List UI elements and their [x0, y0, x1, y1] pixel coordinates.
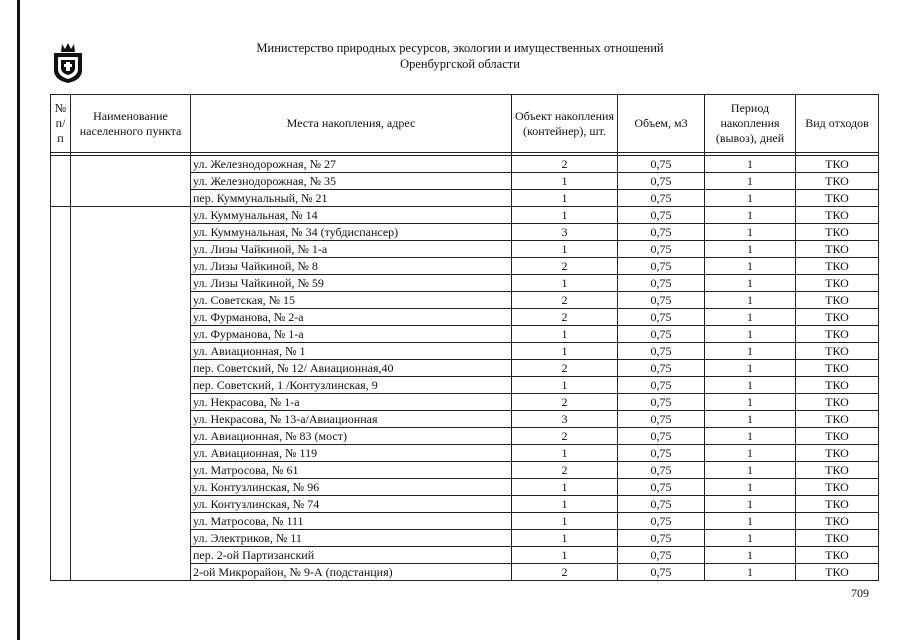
waste-type-cell: ТКО [796, 207, 879, 224]
coat-of-arms-icon [50, 40, 86, 84]
address-cell: ул. Некрасова, № 1-а [191, 394, 512, 411]
period-cell: 1 [705, 360, 796, 377]
address-cell: ул. Фурманова, № 1-а [191, 326, 512, 343]
period-cell: 1 [705, 496, 796, 513]
containers-cell: 2 [512, 156, 618, 173]
address-cell: пер. Советский, 1 /Контузлинская, 9 [191, 377, 512, 394]
volume-cell: 0,75 [618, 411, 705, 428]
waste-type-cell: ТКО [796, 479, 879, 496]
waste-type-cell: ТКО [796, 513, 879, 530]
volume-cell: 0,75 [618, 241, 705, 258]
period-cell: 1 [705, 309, 796, 326]
containers-cell: 1 [512, 343, 618, 360]
volume-cell: 0,75 [618, 428, 705, 445]
containers-cell: 2 [512, 309, 618, 326]
period-cell: 1 [705, 411, 796, 428]
volume-cell: 0,75 [618, 513, 705, 530]
col-header-containers: Объект накопления (контейнер), шт. [512, 95, 618, 153]
waste-type-cell: ТКО [796, 224, 879, 241]
address-cell: ул. Матросова, № 111 [191, 513, 512, 530]
address-cell: ул. Контузлинская, № 74 [191, 496, 512, 513]
period-cell: 1 [705, 564, 796, 581]
address-cell: 2-ой Микрорайон, № 9-А (подстанция) [191, 564, 512, 581]
waste-type-cell: ТКО [796, 377, 879, 394]
waste-sites-table [50, 94, 879, 581]
containers-cell: 1 [512, 173, 618, 190]
waste-type-cell: ТКО [796, 530, 879, 547]
period-cell: 1 [705, 394, 796, 411]
waste-type-cell: ТКО [796, 275, 879, 292]
region-name: Оренбургской области [400, 57, 520, 71]
period-cell: 1 [705, 190, 796, 207]
address-cell: ул. Куммунальная, № 34 (тубдиспансер) [191, 224, 512, 241]
waste-type-cell: ТКО [796, 173, 879, 190]
volume-cell: 0,75 [618, 292, 705, 309]
col-header-waste-type: Вид отходов [796, 95, 879, 153]
containers-cell: 2 [512, 564, 618, 581]
number-cell [51, 207, 71, 581]
containers-cell: 2 [512, 258, 618, 275]
containers-cell: 3 [512, 224, 618, 241]
volume-cell: 0,75 [618, 564, 705, 581]
address-cell: ул. Железнодорожная, № 27 [191, 156, 512, 173]
settlement-cell [71, 156, 191, 207]
waste-type-cell: ТКО [796, 428, 879, 445]
containers-cell: 1 [512, 326, 618, 343]
address-cell: ул. Лизы Чайкиной, № 59 [191, 275, 512, 292]
waste-type-cell: ТКО [796, 445, 879, 462]
volume-cell: 0,75 [618, 190, 705, 207]
volume-cell: 0,75 [618, 258, 705, 275]
volume-cell: 0,75 [618, 496, 705, 513]
period-cell: 1 [705, 326, 796, 343]
document-header [200, 40, 720, 72]
volume-cell: 0,75 [618, 207, 705, 224]
address-cell: ул. Контузлинская, № 96 [191, 479, 512, 496]
waste-type-cell: ТКО [796, 326, 879, 343]
waste-type-cell: ТКО [796, 496, 879, 513]
waste-type-cell: ТКО [796, 190, 879, 207]
waste-type-cell: ТКО [796, 394, 879, 411]
period-cell: 1 [705, 343, 796, 360]
containers-cell: 1 [512, 530, 618, 547]
number-cell [51, 156, 71, 207]
waste-type-cell: ТКО [796, 292, 879, 309]
period-cell: 1 [705, 462, 796, 479]
volume-cell: 0,75 [618, 309, 705, 326]
address-cell: пер. Советский, № 12/ Авиационная,40 [191, 360, 512, 377]
period-cell: 1 [705, 258, 796, 275]
period-cell: 1 [705, 241, 796, 258]
waste-type-cell: ТКО [796, 360, 879, 377]
period-cell: 1 [705, 428, 796, 445]
page-number: 709 [851, 586, 869, 600]
address-cell: пер. Куммунальный, № 21 [191, 190, 512, 207]
waste-type-cell: ТКО [796, 309, 879, 326]
volume-cell: 0,75 [618, 547, 705, 564]
table-row [51, 156, 879, 173]
address-cell: ул. Куммунальная, № 14 [191, 207, 512, 224]
period-cell: 1 [705, 207, 796, 224]
scan-margin-line [17, 0, 20, 640]
address-cell: ул. Матросова, № 61 [191, 462, 512, 479]
waste-type-cell: ТКО [796, 462, 879, 479]
volume-cell: 0,75 [618, 479, 705, 496]
containers-cell: 3 [512, 411, 618, 428]
address-cell: ул. Авиационная, № 1 [191, 343, 512, 360]
period-cell: 1 [705, 377, 796, 394]
volume-cell: 0,75 [618, 360, 705, 377]
address-cell: ул. Лизы Чайкиной, № 8 [191, 258, 512, 275]
containers-cell: 2 [512, 428, 618, 445]
col-header-address: Места накопления, адрес [191, 95, 512, 153]
table-header-row [51, 95, 879, 153]
containers-cell: 1 [512, 190, 618, 207]
volume-cell: 0,75 [618, 224, 705, 241]
volume-cell: 0,75 [618, 343, 705, 360]
waste-type-cell: ТКО [796, 258, 879, 275]
containers-cell: 1 [512, 445, 618, 462]
containers-cell: 2 [512, 462, 618, 479]
waste-type-cell: ТКО [796, 547, 879, 564]
waste-type-cell: ТКО [796, 343, 879, 360]
containers-cell: 2 [512, 292, 618, 309]
address-cell: ул. Авиационная, № 83 (мост) [191, 428, 512, 445]
period-cell: 1 [705, 173, 796, 190]
period-cell: 1 [705, 547, 796, 564]
containers-cell: 1 [512, 241, 618, 258]
period-cell: 1 [705, 513, 796, 530]
address-cell: пер. 2-ой Партизанский [191, 547, 512, 564]
period-cell: 1 [705, 292, 796, 309]
volume-cell: 0,75 [618, 462, 705, 479]
col-header-period: Период накопления (вывоз), дней [705, 95, 796, 153]
period-cell: 1 [705, 156, 796, 173]
volume-cell: 0,75 [618, 445, 705, 462]
period-cell: 1 [705, 275, 796, 292]
volume-cell: 0,75 [618, 156, 705, 173]
volume-cell: 0,75 [618, 530, 705, 547]
waste-type-cell: ТКО [796, 156, 879, 173]
address-cell: ул. Авиационная, № 119 [191, 445, 512, 462]
address-cell: ул. Некрасова, № 13-а/Авиационная [191, 411, 512, 428]
containers-cell: 1 [512, 207, 618, 224]
containers-cell: 1 [512, 513, 618, 530]
waste-type-cell: ТКО [796, 564, 879, 581]
period-cell: 1 [705, 530, 796, 547]
containers-cell: 2 [512, 360, 618, 377]
volume-cell: 0,75 [618, 326, 705, 343]
containers-cell: 1 [512, 377, 618, 394]
volume-cell: 0,75 [618, 173, 705, 190]
col-header-settlement: Наименование населенного пункта [71, 95, 191, 153]
table-row [51, 207, 879, 224]
volume-cell: 0,75 [618, 275, 705, 292]
waste-type-cell: ТКО [796, 411, 879, 428]
period-cell: 1 [705, 479, 796, 496]
period-cell: 1 [705, 445, 796, 462]
period-cell: 1 [705, 224, 796, 241]
ministry-name: Министерство природных ресурсов, экологии и имущественных отношений [256, 41, 664, 55]
volume-cell: 0,75 [618, 377, 705, 394]
containers-cell: 1 [512, 496, 618, 513]
containers-cell: 1 [512, 547, 618, 564]
address-cell: ул. Железнодорожная, № 35 [191, 173, 512, 190]
containers-cell: 2 [512, 394, 618, 411]
col-header-volume: Объем, м3 [618, 95, 705, 153]
containers-cell: 1 [512, 479, 618, 496]
address-cell: ул. Лизы Чайкиной, № 1-а [191, 241, 512, 258]
settlement-cell [71, 207, 191, 581]
address-cell: ул. Советская, № 15 [191, 292, 512, 309]
waste-type-cell: ТКО [796, 241, 879, 258]
col-header-number: № п/п [51, 95, 71, 153]
address-cell: ул. Фурманова, № 2-а [191, 309, 512, 326]
address-cell: ул. Электриков, № 11 [191, 530, 512, 547]
containers-cell: 1 [512, 275, 618, 292]
volume-cell: 0,75 [618, 394, 705, 411]
